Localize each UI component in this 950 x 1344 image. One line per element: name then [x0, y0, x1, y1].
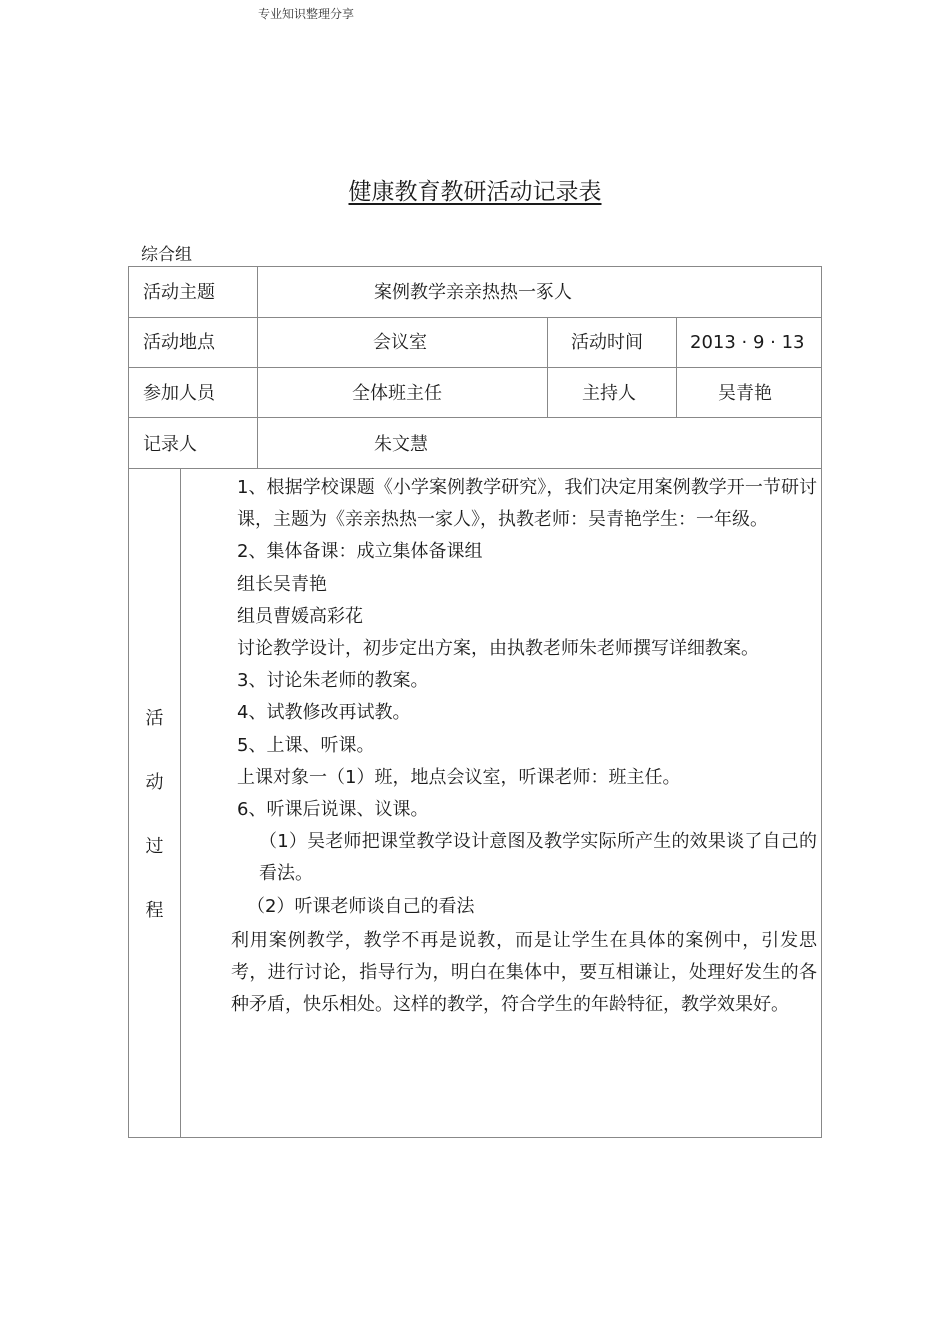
process-paragraph: 4、试教修改再试教。 — [237, 702, 411, 724]
process-label-char: 程 — [145, 900, 164, 921]
process-label — [128, 706, 181, 962]
process-paragraph: 2、集体备课：成立集体备课组 — [237, 541, 483, 563]
host-label: 主持人 — [582, 383, 636, 404]
process-paragraph: 3、讨论朱老师的教案。 — [237, 670, 429, 692]
page-title — [0, 176, 950, 208]
table-col-divider — [547, 317, 548, 417]
table-border-bottom — [128, 1137, 822, 1138]
attendees-value: 全体班主任 — [352, 383, 442, 404]
recorder-value: 朱文慧 — [374, 434, 428, 455]
process-label-char: 过 — [145, 836, 164, 857]
table-col-divider — [257, 266, 258, 468]
time-value: 2013 · 9 · 13 — [690, 332, 805, 353]
table-row-divider — [128, 468, 822, 469]
recorder-label: 记录人 — [143, 434, 197, 455]
topic-value: 案例教学亲亲热热一豖人 — [374, 282, 572, 303]
host-value: 吴青艳 — [718, 383, 772, 404]
process-paragraph: 利用案例教学，教学不再是说教，而是让学生在具体的案例中，引发思考，进行讨论，指导行为，明白在集体中，要互相谦让，处理好发生的各种矛盾，快乐相处。这样的教学，符合学生的年龄特征，教学效果好。 — [231, 929, 817, 1016]
process-paragraph: 1、根据学校课题《小学案例教学研究》，我们决定用案例教学开一节研讨课，主题为《亲亲热热一家人》，执教老师：吴青艳学生：一年级。 — [237, 477, 817, 531]
process-paragraph: 上课对象一（1）班，地点会议室，听课老师：班主任。 — [237, 766, 681, 788]
place-label: 活动地点 — [143, 332, 215, 353]
table-row-divider — [128, 317, 822, 318]
process-paragraph: 组员曹媛高彩花 — [237, 605, 363, 627]
topic-label: 活动主题 — [143, 282, 215, 303]
process-paragraph: 组长吴青艳 — [237, 573, 327, 595]
process-paragraph: （1）吴老师把课堂教学设计意图及教学实际所产生的效果谈了自己的看法。 — [259, 831, 817, 885]
table-row-divider — [128, 417, 822, 418]
process-label-char: 活 — [145, 708, 164, 729]
table-row-divider — [128, 367, 822, 368]
process-label-char: 动 — [145, 772, 164, 793]
attendees-label: 参加人员 — [143, 383, 215, 404]
table-border-left — [128, 266, 129, 1138]
process-content — [187, 472, 817, 1021]
process-paragraph: （2）听课老师谈自己的看法 — [247, 895, 475, 917]
process-paragraph: 讨论教学设计，初步定出方案，由执教老师朱老师撰写详细教案。 — [237, 638, 759, 660]
time-label: 活动时间 — [571, 332, 643, 353]
place-value: 会议室 — [373, 332, 427, 353]
table-col-divider — [676, 317, 677, 417]
table-border-top — [128, 266, 822, 267]
process-paragraph: 6、听课后说课、议课。 — [237, 799, 429, 821]
process-paragraph: 5、上课、听课。 — [237, 734, 375, 756]
page-title-text: 健康教育教研活动记录表 — [348, 179, 602, 205]
table-border-right — [821, 266, 822, 1138]
group-label: 综合组 — [141, 245, 192, 265]
header-note: 专业知识整理分享 — [258, 7, 355, 21]
